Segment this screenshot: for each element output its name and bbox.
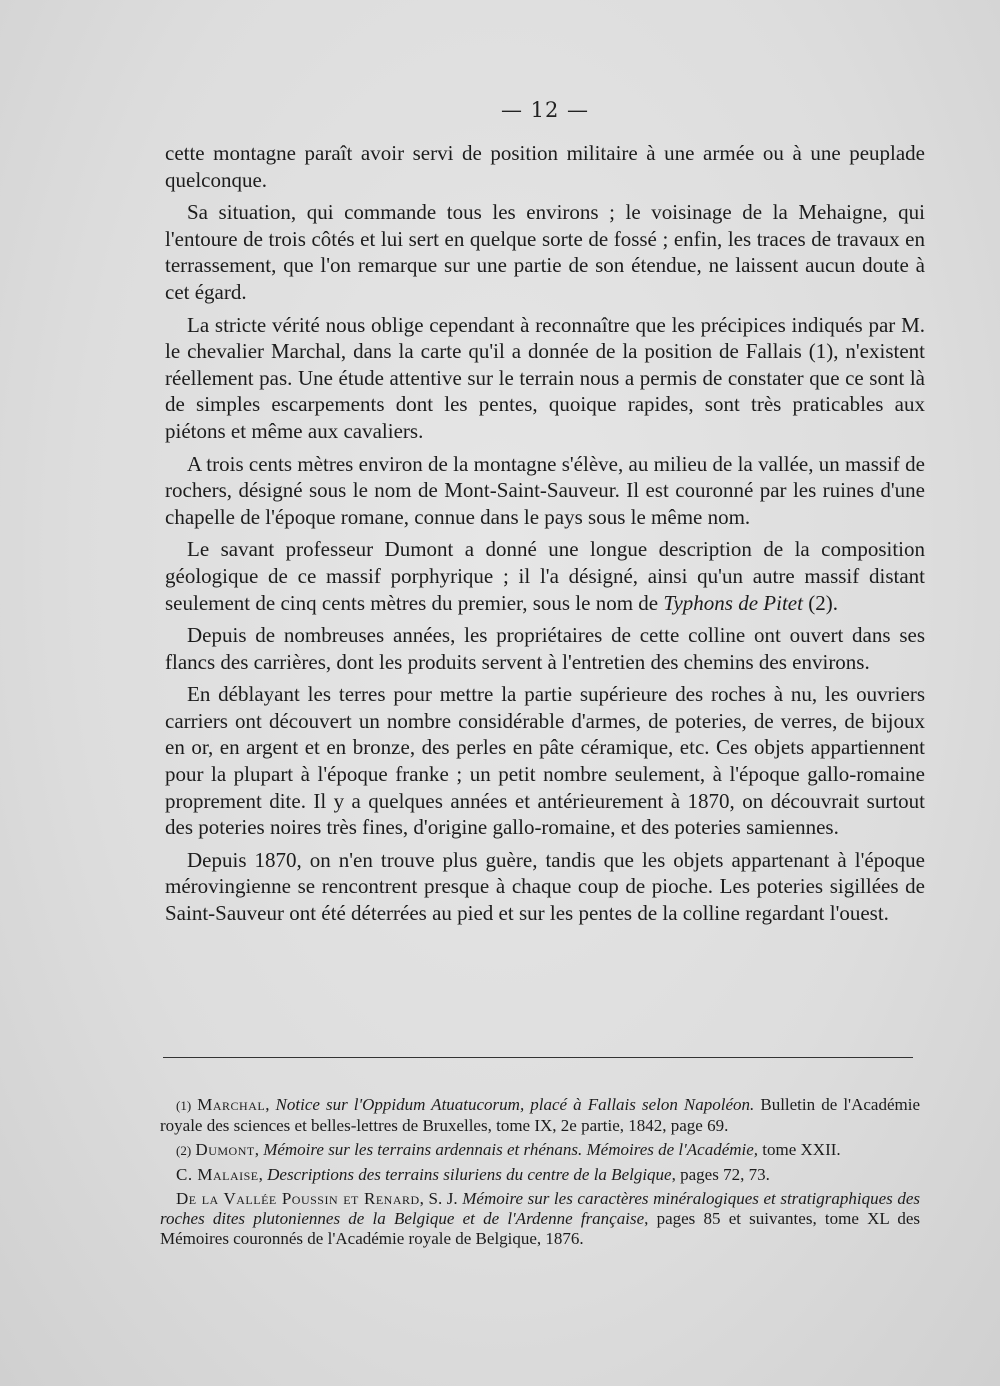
footnote-4-rest: , pages 85 et suivantes, tome XL des Mémoires couronnés de l'Académie royale de Belgique, 1876. [160,1209,920,1248]
paragraph-5-italic: Typhons de Pitet [663,590,803,615]
paragraph-5 [165,536,925,616]
footnote-4-sj: , S. J. [419,1189,463,1208]
footnote-1-mark: (1) [176,1098,192,1113]
footnotes [160,1095,920,1253]
footnote-3-rest: , pages 72, 73. [671,1165,770,1184]
footnote-1-author: Marchal [197,1095,266,1114]
main-text [165,140,925,933]
paragraph-2: Sa situation, qui commande tous les environs ; le voisinage de la Mehaigne, qui l'entoure de trois côtés et lui sert en quelque sorte de fossé ; enfin, les traces de travaux en terrassement, que l'on remarque sur une partie de son étendue, ne laissent aucun doute à cet égard. [165,200,925,304]
paragraph-1: cette montagne paraît avoir servi de position militaire à une armée ou à une peuplade quelconque. [165,141,925,192]
footnote-4-title: Mémoire sur les caractères minéralogiques et stratigraphiques des roches dites plutoniennes de la Belgique et de l'Ardenne française [160,1189,920,1228]
footnote-1-title: Notice sur l'Oppidum Atuatucorum, placé à Fallais selon Napoléon. [275,1095,755,1114]
paragraph-5-ref: (2). [802,590,838,615]
footnote-4-author: De la Vallée Poussin et Renard [176,1189,420,1208]
footnote-2-author: Dumont [195,1140,255,1159]
paragraph-6: Depuis de nombreuses années, les propriétaires de cette colline ont ouvert dans ses flancs des carrières, dont les produits servent à l'entretien des chemins des environs. [165,623,925,674]
footnote-3: C. Malaise, Descriptions des terrains siluriens du centre de la Belgique, pages 72, 73. [176,1165,770,1184]
paragraph-7: En déblayant les terres pour mettre la partie supérieure des roches à nu, les ouvriers carriers ont découvert un nombre considérable d'armes, de poteries, de verres, de bijoux en or, en argent et en bronze, des perles en pâte céramique, etc. Ces objets appartiennent pour la plupart à l'époque franke ; un petit nombre seulement, à l'époque gallo-romaine proprement dite. Il y a quelques années et antérieurement à 1870, on découvrait surtout des poteries noires très fines, d'origine gallo-romaine, et des poteries samiennes. [165,682,925,840]
footnote-3-author: C. Malaise [176,1165,259,1184]
paragraph-3: La stricte vérité nous oblige cependant à reconnaître que les précipices indiqués par M. le chevalier Marchal, dans la carte qu'il a donnée de la position de Fallais (1), n'existent réellement pas. Une étude attentive sur le terrain nous a permis de constater que ce sont là de simples escarpements dont les pentes, quoique rapides, sont très praticables aux piétons et même aux cavaliers. [165,312,925,443]
footnote-2-mark: (2) [176,1143,192,1158]
paragraph-4: A trois cents mètres environ de la montagne s'élève, au milieu de la vallée, un massif de rochers, désigné sous le nom de Mont-Saint-Sauveur. Il est couronné par les ruines d'une chapelle de l'époque romane, connue dans le pays sous le même nom. [165,451,925,529]
footnote-2-rest: tome XXII. [758,1140,841,1159]
footnote-1-rest: Bulletin de l'Académie royale des sciences et belles-lettres de Bruxelles, tome IX, 2e partie, 1842, page 69. [160,1095,921,1135]
footnote-3-title: Descriptions des terrains siluriens du centre de la Belgique [267,1165,672,1184]
footnote-1: (1) Marchal, Notice sur l'Oppidum Atuatucorum, placé à Fallais selon Napoléon. Bulletin de l'Académie royale des sciences et belles-lettres de Bruxelles, tome IX, 2e partie, 1842, page 69. [160,1095,921,1135]
page-number: — 12 — [500,98,590,122]
footnote-2: (2) Dumont, Mémoire sur les terrains ardennais et rhénans. Mémoires de l'Académie, tome XXII. [176,1140,841,1159]
footnote-divider [163,1057,913,1058]
footnote-4 [160,1189,920,1249]
paragraph-5-text: Le savant professeur Dumont a donné une longue description de la composition géologique de ce massif porphyrique ; il l'a désigné, ainsi qu'un autre massif distant seulement de cinq cents mètres du premier, sous le nom de [165,537,925,615]
footnote-2-title: Mémoire sur les terrains ardennais et rhénans. Mémoires de l'Académie, [263,1140,759,1159]
paragraph-8: Depuis 1870, on n'en trouve plus guère, tandis que les objets appartenant à l'époque mérovingienne se rencontrent presque à chaque coup de pioche. Les poteries sigillées de Saint-Sauveur ont été déterrées au pied et sur les pentes de la colline regardant l'ouest. [165,847,925,926]
